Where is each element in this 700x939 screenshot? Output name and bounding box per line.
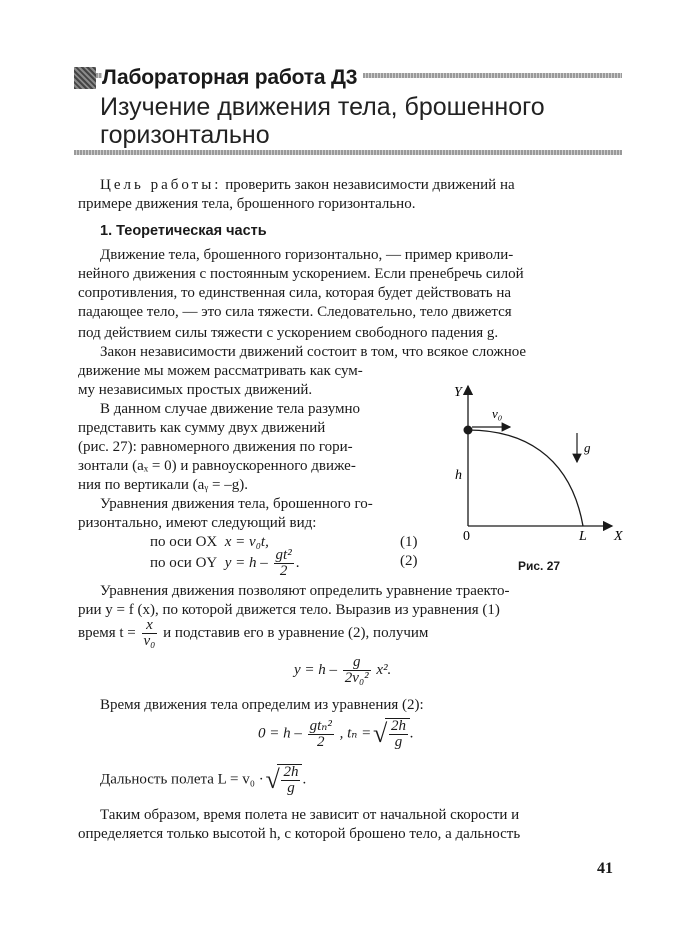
- equation-2-number: (2): [400, 553, 418, 569]
- para2-line2: движение мы можем рассматривать как сум-: [78, 363, 363, 379]
- para1-line4: падающее тело, — это сила тяжести. Следовательно, тело движется: [78, 304, 512, 320]
- origin-label: 0: [463, 529, 470, 544]
- para2-line3: му независимых простых движений.: [78, 382, 313, 398]
- y-axis-label: Y: [454, 385, 462, 400]
- goal-label: Цель работы:: [100, 177, 222, 193]
- para3-line2: представить как сумму двух движений: [78, 420, 326, 436]
- equation-2: по оси OY y = h – $\frac{\text{gt²}}{2}$ .: [150, 547, 300, 579]
- para5-line3: время t = $\frac{x}{\text{v₀}}$ и подставив его в уравнение (2), получим: [78, 617, 429, 649]
- para6-line1: Время движения тела определим из уравнения (2):: [100, 697, 424, 713]
- figure-27: [440, 378, 630, 578]
- para7-line2: определяется только высотой h, с которой брошено тело, а дальность: [78, 826, 521, 842]
- g-label: g: [584, 440, 591, 455]
- para4-line2: ризонтально, имеют следующий вид:: [78, 515, 317, 531]
- para1-line3: сопротивления, то единственная сила, которая будет действовать на: [78, 285, 512, 301]
- para2-line1: Закон независимости движений состоит в том, что всякое сложное: [100, 344, 527, 360]
- page-title: Изучение движения тела, брошенного горизонтально: [100, 93, 545, 149]
- para7-line1: Таким образом, время полета не зависит от начальной скорости и: [100, 807, 520, 823]
- equation-1-number: (1): [400, 534, 418, 550]
- time-formula: 0 = h – $\frac{\text{gtₙ²}}{2}$ , tₙ = √ $\frac{2h}{g}$ .: [258, 718, 414, 750]
- l-label: L: [579, 529, 587, 544]
- goal-line-1: Цель работы: проверить закон независимости движений на: [100, 177, 515, 193]
- equation-1: по оси OX x = v₀t,: [150, 534, 269, 550]
- lab-title: Лабораторная работа Д3: [102, 66, 363, 90]
- header-bottom-rule: [74, 150, 622, 155]
- trajectory-formula: y = h – $\frac{g}{\text{2v₀²}}$ x².: [294, 654, 392, 686]
- v0-label: v₀: [492, 406, 503, 421]
- para5-line1: Уравнения движения позволяют определить уравнение траекто-: [100, 583, 510, 599]
- para1-line5: под действием силы тяжести с ускорением свободного падения g.: [78, 325, 499, 341]
- trajectory-curve: [468, 430, 583, 526]
- para5-line2: рии y = f (x), по которой движется тело. Выразив из уравнения (1): [78, 602, 500, 618]
- para3-line4: зонтали (aₓ = 0) и равноускоренного движе-: [78, 458, 356, 474]
- para3-line3: (рис. 27): равномерного движения по гори-: [78, 439, 353, 455]
- para3-line5: ния по вертикали (aᵧ = –g).: [78, 477, 248, 493]
- para4-line1: Уравнения движения тела, брошенного го-: [100, 496, 373, 512]
- page-number: 41: [597, 860, 613, 877]
- para3-line1: В данном случае движение тела разумно: [100, 401, 361, 417]
- section-title: 1. Теоретическая часть: [100, 223, 267, 239]
- thrown-body: [464, 426, 473, 435]
- header-marker-square: [74, 67, 96, 89]
- para1-line2: нейного движения с постоянным ускорением. Если пренебречь силой: [78, 266, 524, 282]
- goal-line-2: примере движения тела, брошенного горизонтально.: [78, 196, 416, 212]
- range-formula: Дальность полета L = v₀ · √ $\frac{2h}{g}$ .: [100, 764, 306, 796]
- figure-caption: Рис. 27: [518, 559, 561, 573]
- x-axis-label: X: [614, 529, 623, 544]
- h-label: h: [455, 468, 462, 483]
- para1-line1: Движение тела, брошенного горизонтально, — пример криволи-: [100, 247, 514, 263]
